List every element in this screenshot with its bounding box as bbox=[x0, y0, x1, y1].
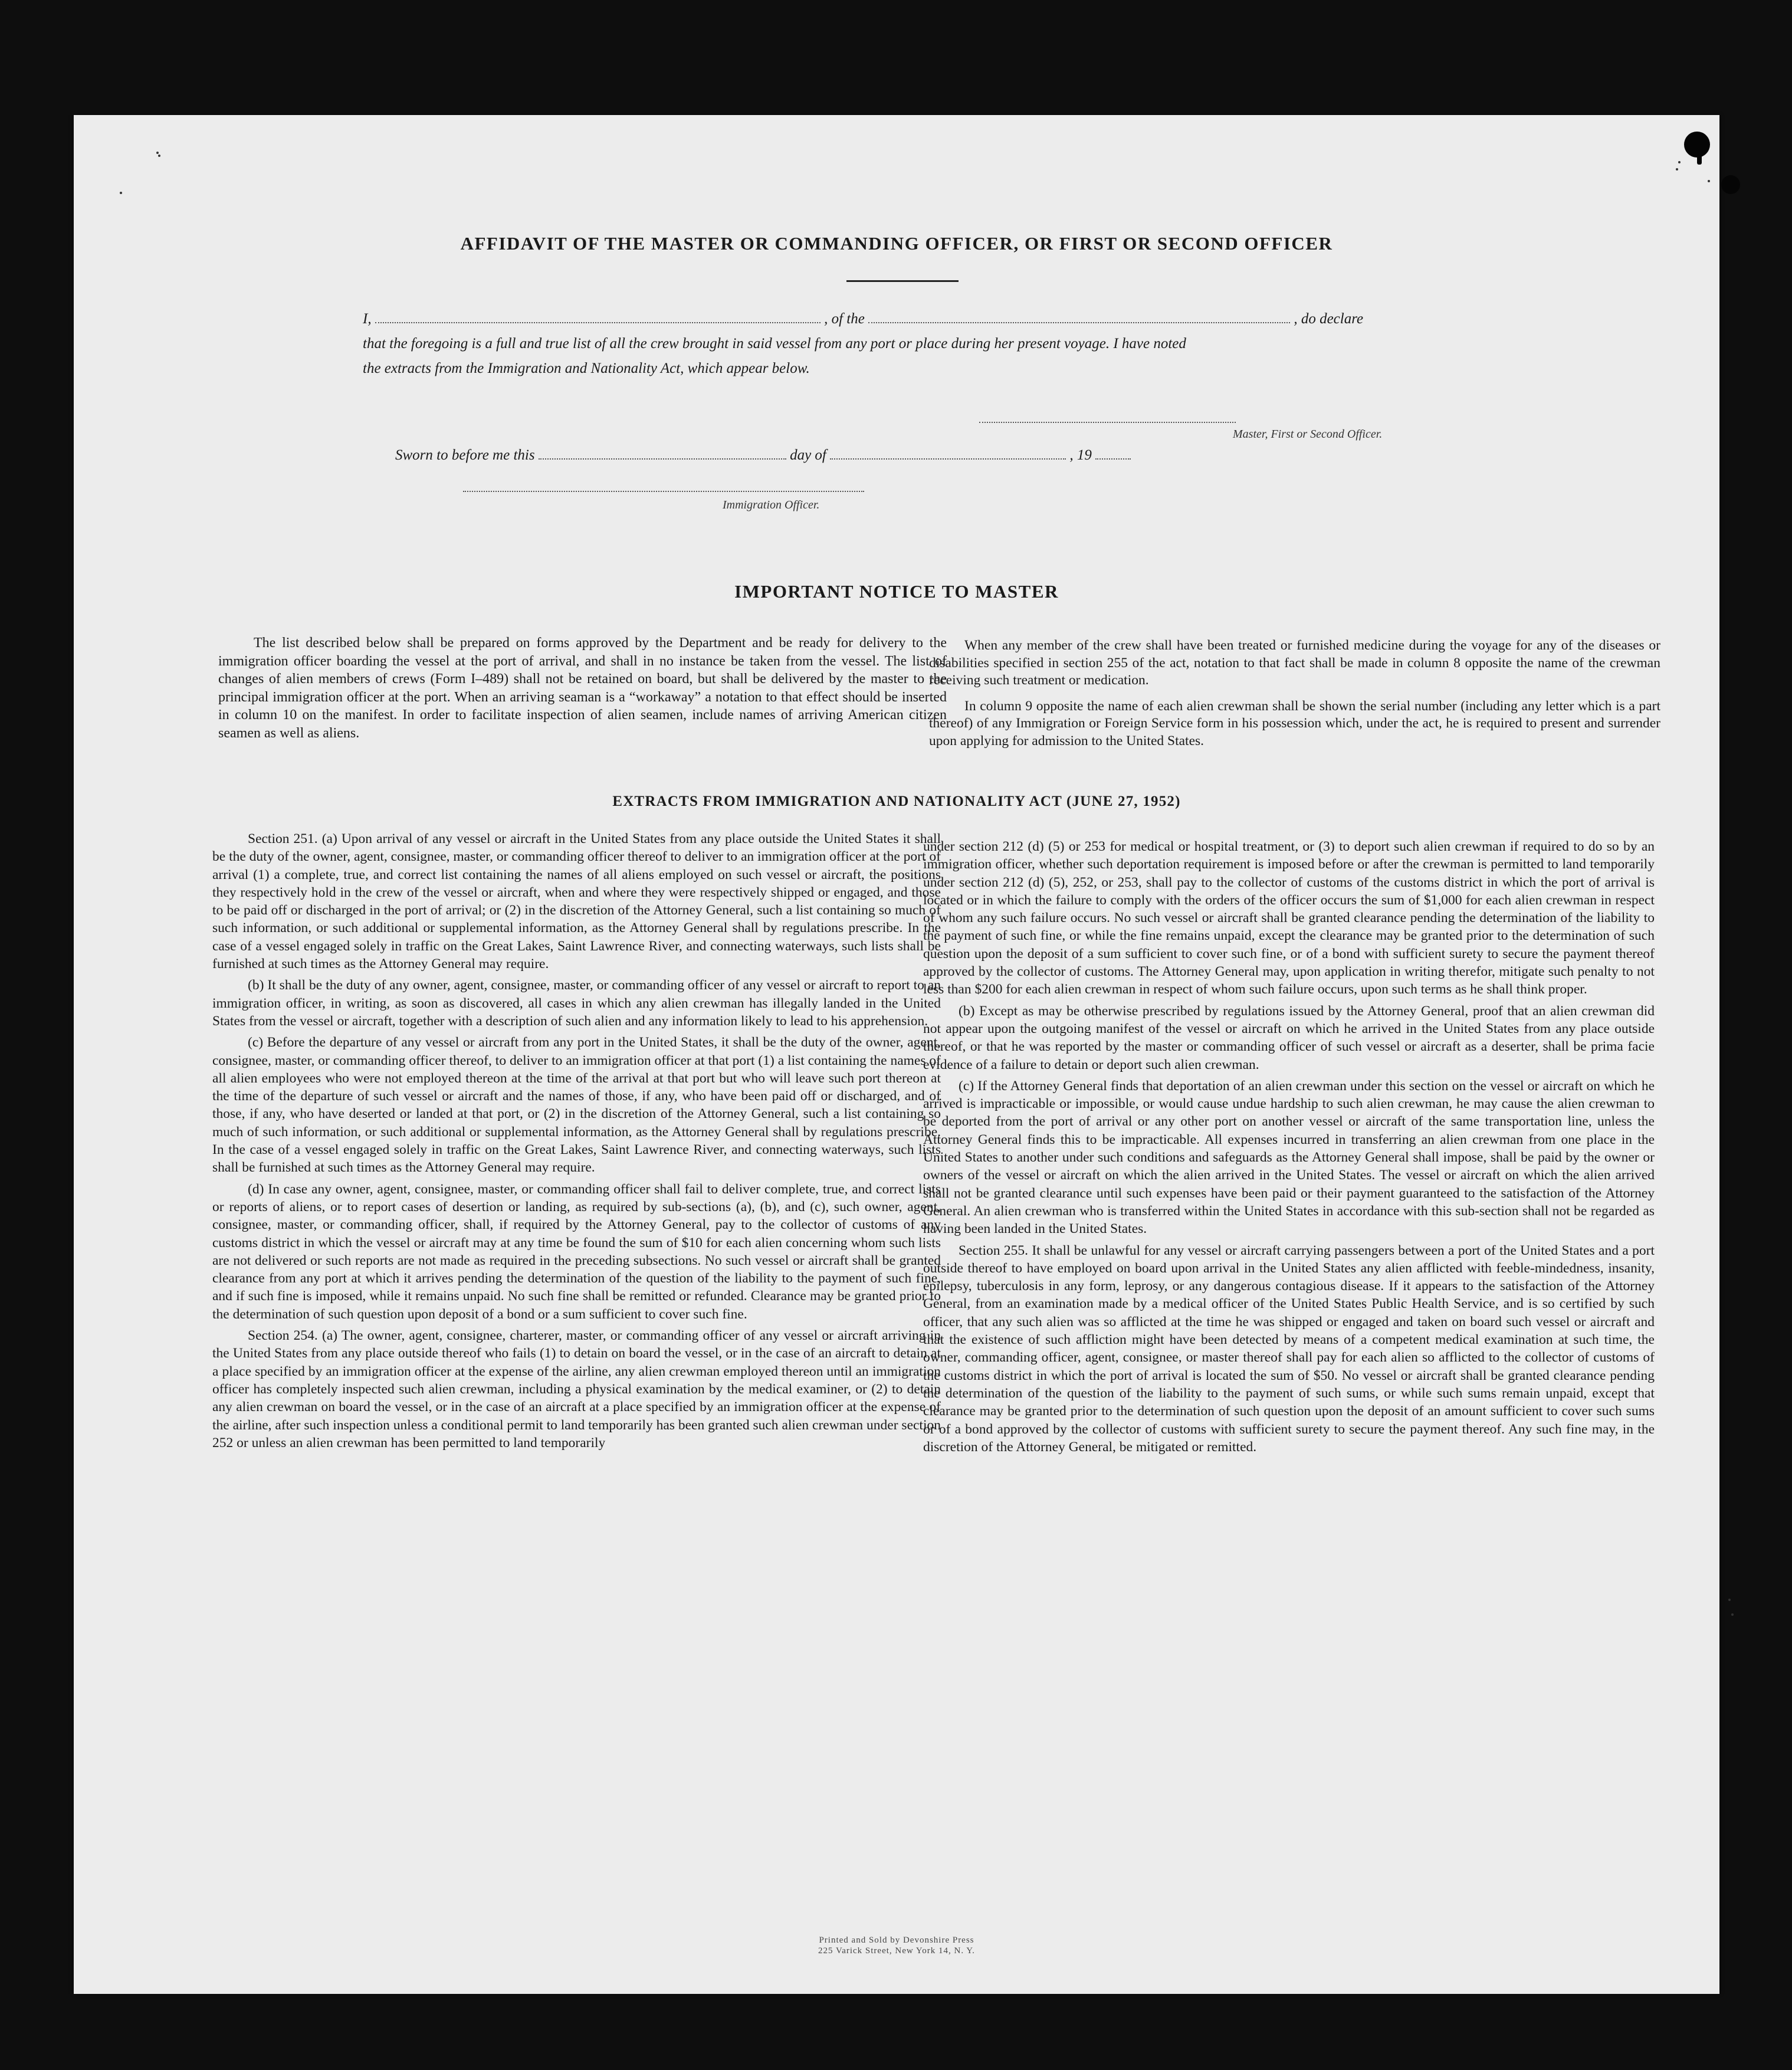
extracts-left-column bbox=[212, 830, 941, 1452]
name-field[interactable] bbox=[375, 309, 820, 323]
speck bbox=[1708, 180, 1710, 182]
i-label: I, bbox=[363, 311, 372, 327]
section-251-d: (d) In case any owner, agent, consignee, master, or commanding officer shall fail to deliver complete, true, and correct lists or reports of aliens, or to report cases of desertion or landing, as required by sub-sections (a), (b), and (c), such owner, agent, consignee, master, or commanding officer, shall, if required by the Attorney General, pay to the collector of customs of any customs district in which the vessel or aircraft may at any time be found the sum of $10 for each alien concerning whom such lists are not delivered or such reports are not made as required in the preceding subsections. No such vessel or aircraft shall be granted clearance from any port at which it arrives pending the determination of the question of the liability to the payment of such fine, and if such fine is imposed, while it remains unpaid. No such fine shall be remitted or refunded. Clearance may be granted prior to the determination of such question upon deposit of a bond or a sum sufficient to cover such fine. bbox=[212, 1181, 941, 1322]
speck bbox=[156, 152, 159, 154]
ink-blot-right bbox=[1721, 175, 1740, 194]
printer-footer-line-1: Printed and Sold by Devonshire Press bbox=[819, 1936, 974, 1945]
of-the-label: , of the bbox=[824, 311, 865, 327]
section-254-a-continued: under section 212 (d) (5) or 253 for medical or hospital treatment, or (3) to deport such alien crewman if required to do so by an immigration officer, whether such deportation requirement is imposed before or after the crewman is permitted to land temporarily under section 212 (d) (5), 252, or 253, shall pay to the collector of customs of the customs district in which the port of arrival is located or in which the failure to comply with the orders of the officer occurs the sum of $1,000 for each alien crewman in respect of whom any such failure occurs. No such vessel or aircraft shall be granted clearance pending the determination of the liability to the payment of such fine, or while the fine remains unpaid, except the clearance may be granted prior to the determination of such question upon the deposit of a sum sufficient to cover such fine, or of a bond with sufficient surety to secure the payment thereof approved by the collector of customs. The Attorney General may, upon application in writing therefor, mitigate such penalty to not less than $200 for each alien crewman in respect of whom such failure occurs, upon such terms as he shall think proper. bbox=[923, 839, 1655, 998]
speck bbox=[1728, 1599, 1731, 1601]
speck bbox=[1678, 161, 1681, 163]
speck bbox=[1731, 1613, 1734, 1616]
declaration bbox=[363, 307, 1472, 381]
master-signature-label: Master, First or Second Officer. bbox=[1233, 428, 1383, 441]
notice-title: IMPORTANT NOTICE TO MASTER bbox=[734, 581, 1059, 602]
section-251-b: (b) It shall be the duty of any owner, agent, consignee, master, or commanding officer of any vessel or aircraft to report to an immigration officer, in writing, as soon as discovered, all cases in which any alien crewman has illegally landed in the United States from the vessel or aircraft, together with a description of such alien and any information likely to lead to his apprehension. bbox=[212, 977, 941, 1029]
speck bbox=[1676, 168, 1678, 170]
year-label: , 19 bbox=[1069, 447, 1092, 463]
notice-right-column bbox=[929, 637, 1660, 750]
notice-left-column bbox=[218, 634, 947, 742]
section-251-c: (c) Before the departure of any vessel or aircraft from any port in the United States, it shall be the duty of the owner, agent, consignee, master, or commanding officer thereof, to deliver to an immigration officer at that port (1) a list containing the names of all alien employees who were not employed thereon at the time of the arrival at that port but who will leave such port thereon at the time of the departure of such vessel or aircraft and the names of those, if any, who have been paid off or discharged, and of those, if any, who have deserted or landed at that port, or (2) in the discretion of the Attorney General, such a list containing so much of such information, or such additional or supplemental information, as the Attorney General shall by regulations prescribe. In the case of a vessel engaged solely in traffic on the Great Lakes, Saint Lawrence River, and connecting waterways, such lists shall be furnished at such times as the Attorney General may require. bbox=[212, 1035, 941, 1176]
affidavit-title: AFFIDAVIT OF THE MASTER OR COMMANDING OFFICER, OR FIRST OR SECOND OFFICER bbox=[460, 233, 1333, 254]
do-declare-label: , do declare bbox=[1294, 311, 1364, 327]
title-rule bbox=[846, 280, 959, 282]
notice-paragraph: In column 9 opposite the name of each alien crewman shall be shown the serial number (including any letter which is a part thereof) of any Immigration or Foreign Service form in his possession which, under the act, he is required to present and surrender upon applying for admission to the United States. bbox=[929, 698, 1660, 749]
declaration-line-3: the extracts from the Immigration and Nationality Act, which appear below. bbox=[363, 360, 810, 376]
document-page bbox=[74, 115, 1719, 1994]
vessel-field[interactable] bbox=[868, 309, 1290, 323]
ink-blot-top-tail bbox=[1697, 154, 1702, 165]
declaration-line-1 bbox=[363, 307, 1472, 332]
ink-blot-top bbox=[1684, 132, 1710, 158]
day-of-label: day of bbox=[790, 447, 826, 463]
extracts-title: EXTRACTS FROM IMMIGRATION AND NATIONALITY ACT (JUNE 27, 1952) bbox=[612, 793, 1181, 809]
speck bbox=[158, 155, 160, 157]
master-signature-line[interactable] bbox=[979, 422, 1236, 423]
section-251-a: Section 251. (a) Upon arrival of any vessel or aircraft in the United States from any place outside the United States it shall be the duty of the owner, agent, consignee, master, or commanding officer thereof to deliver to an immigration officer at the port of arrival (1) a complete, true, and correct list containing the names of all aliens employed on such vessel or aircraft, the positions they respectively hold in the crew of the vessel or aircraft, when and where they were respectively shipped or engaged, and those to be paid off or discharged in the port of arrival; or (2) in the discretion of the Attorney General, such a list containing so much of such information, or such additional or supplemental information, as the Attorney General shall by regulations prescribe. In the case of a vessel engaged solely in traffic on the Great Lakes, Saint Lawrence River, and connecting waterways, such lists shall be furnished at such times as the Attorney General may require. bbox=[212, 831, 941, 972]
notice-paragraph: When any member of the crew shall have been treated or furnished medicine during the voyage for any of the diseases or disabilities specified in section 255 of the act, notation to that fact shall be made in column 8 opposite the name of the crewman receiving such treatment or medication. bbox=[929, 638, 1660, 688]
sworn-month-field[interactable] bbox=[830, 445, 1066, 460]
sworn-day-field[interactable] bbox=[539, 445, 786, 460]
section-255: Section 255. It shall be unlawful for any vessel or aircraft carrying passengers between a port of the United States and a port outside thereof to have employed on board upon arrival in the United States any alien afflicted with feeble-mindedness, insanity, epilepsy, tuberculosis in any form, leprosy, or any dangerous contagious disease. If it appears to the satisfaction of the Attorney General, from an examination made by a medical officer of the United States Public Health Service, and is so certified by such officer, that any such alien was so afflicted at the time he was shipped or engaged and taken on board such vessel or aircraft and that the existence of such affliction might have been detected by means of a competent medical examination at such time, the owner, commanding officer, agent, consignee, or master thereof shall pay for each alien so afflicted to the collector of customs of the customs district in which the port of arrival is located the sum of $50. No vessel or aircraft shall be granted clearance pending the determination of the question of the liability to the payment of such sums, or while such sums remain unpaid, except that clearance may be granted prior to the determination of such question upon the deposit of an amount sufficient to cover such sums or of a bond approved by the collector of customs with sufficient surety to secure the payment thereof. Any such fine may, in the discretion of the Attorney General, be mitigated or remitted. bbox=[923, 1242, 1655, 1455]
officer-signature-label: Immigration Officer. bbox=[723, 498, 820, 511]
speck bbox=[120, 192, 122, 194]
section-254-a: Section 254. (a) The owner, agent, consignee, charterer, master, or commanding officer of any vessel or aircraft arriving in the United States from any place outside thereof who fails (1) to detain on board the vessel, or in the case of an aircraft to detain at a place specified by an immigration officer at the expense of the airline, any alien crewman employed thereon until an immigration officer has completely inspected such alien crewman, including a physical examination by the medical examiner, or (2) to detain any alien crewman on board the vessel, or in the case of an aircraft at a place specified by an immigration officer at the expense of the airline, after such inspection unless a conditional permit to land temporarily has been granted such alien crewman under section 252 or unless an alien crewman has been permitted to land temporarily bbox=[212, 1328, 941, 1451]
sworn-label: Sworn to before me this bbox=[395, 447, 535, 463]
section-254-c: (c) If the Attorney General finds that deportation of an alien crewman under this section on the vessel or aircraft on which he arrived is impracticable or impossible, or would cause undue hardship to such alien crewman, he may cause the alien crewman to be deported from the port of arrival or any other port on another vessel or aircraft of the same transportation line, unless the Attorney General finds this to be impracticable. All expenses incurred in transferring an alien crewman from one place in the United States to another under such conditions and safeguards as the Attorney General shall impose, shall be paid by the owner or owners of the vessel or aircraft on which the alien arrived in the United States. The vessel or aircraft on which the alien arrived shall not be granted clearance until such expenses have been paid or their payment guaranteed to the satisfaction of the Attorney General. An alien crewman who is transferred within the United States in accordance with this sub-section shall not be regarded as having been landed in the United States. bbox=[923, 1078, 1655, 1237]
sworn-year-field[interactable] bbox=[1095, 445, 1131, 460]
officer-signature-line[interactable] bbox=[463, 491, 864, 492]
declaration-line-2: that the foregoing is a full and true list of all the crew brought in said vessel from any port or place during her present voyage. I have noted bbox=[363, 336, 1186, 352]
printer-footer bbox=[74, 1935, 1719, 1956]
notice-paragraph: The list described below shall be prepared on forms approved by the Department and be ready for delivery to the immigration officer boarding the vessel at the port of arrival, and shall in no instance be taken from the vessel. The list of changes of alien members of crews (Form I–489) shall not be retained on board, but shall be delivered by the master to the principal immigration officer at the port. When an arriving seaman is a “workaway” a notation to that effect should be inserted in column 10 on the manifest. In order to facilitate inspection of alien seamen, include names of arriving American citizen seamen as well as aliens. bbox=[218, 635, 947, 741]
sworn-line bbox=[395, 445, 1131, 464]
printer-footer-line-2: 225 Varick Street, New York 14, N. Y. bbox=[818, 1946, 975, 1956]
extracts-right-column bbox=[923, 838, 1655, 1456]
section-254-b: (b) Except as may be otherwise prescribed by regulations issued by the Attorney General, proof that an alien crewman did not appear upon the outgoing manifest of the vessel or aircraft on which he arrived in the United States from any place outside thereof, or that he was reported by the master or commanding officer of such vessel or aircraft as a deserter, shall be prima facie evidence of a failure to detain or deport such alien crewman. bbox=[923, 1003, 1655, 1072]
